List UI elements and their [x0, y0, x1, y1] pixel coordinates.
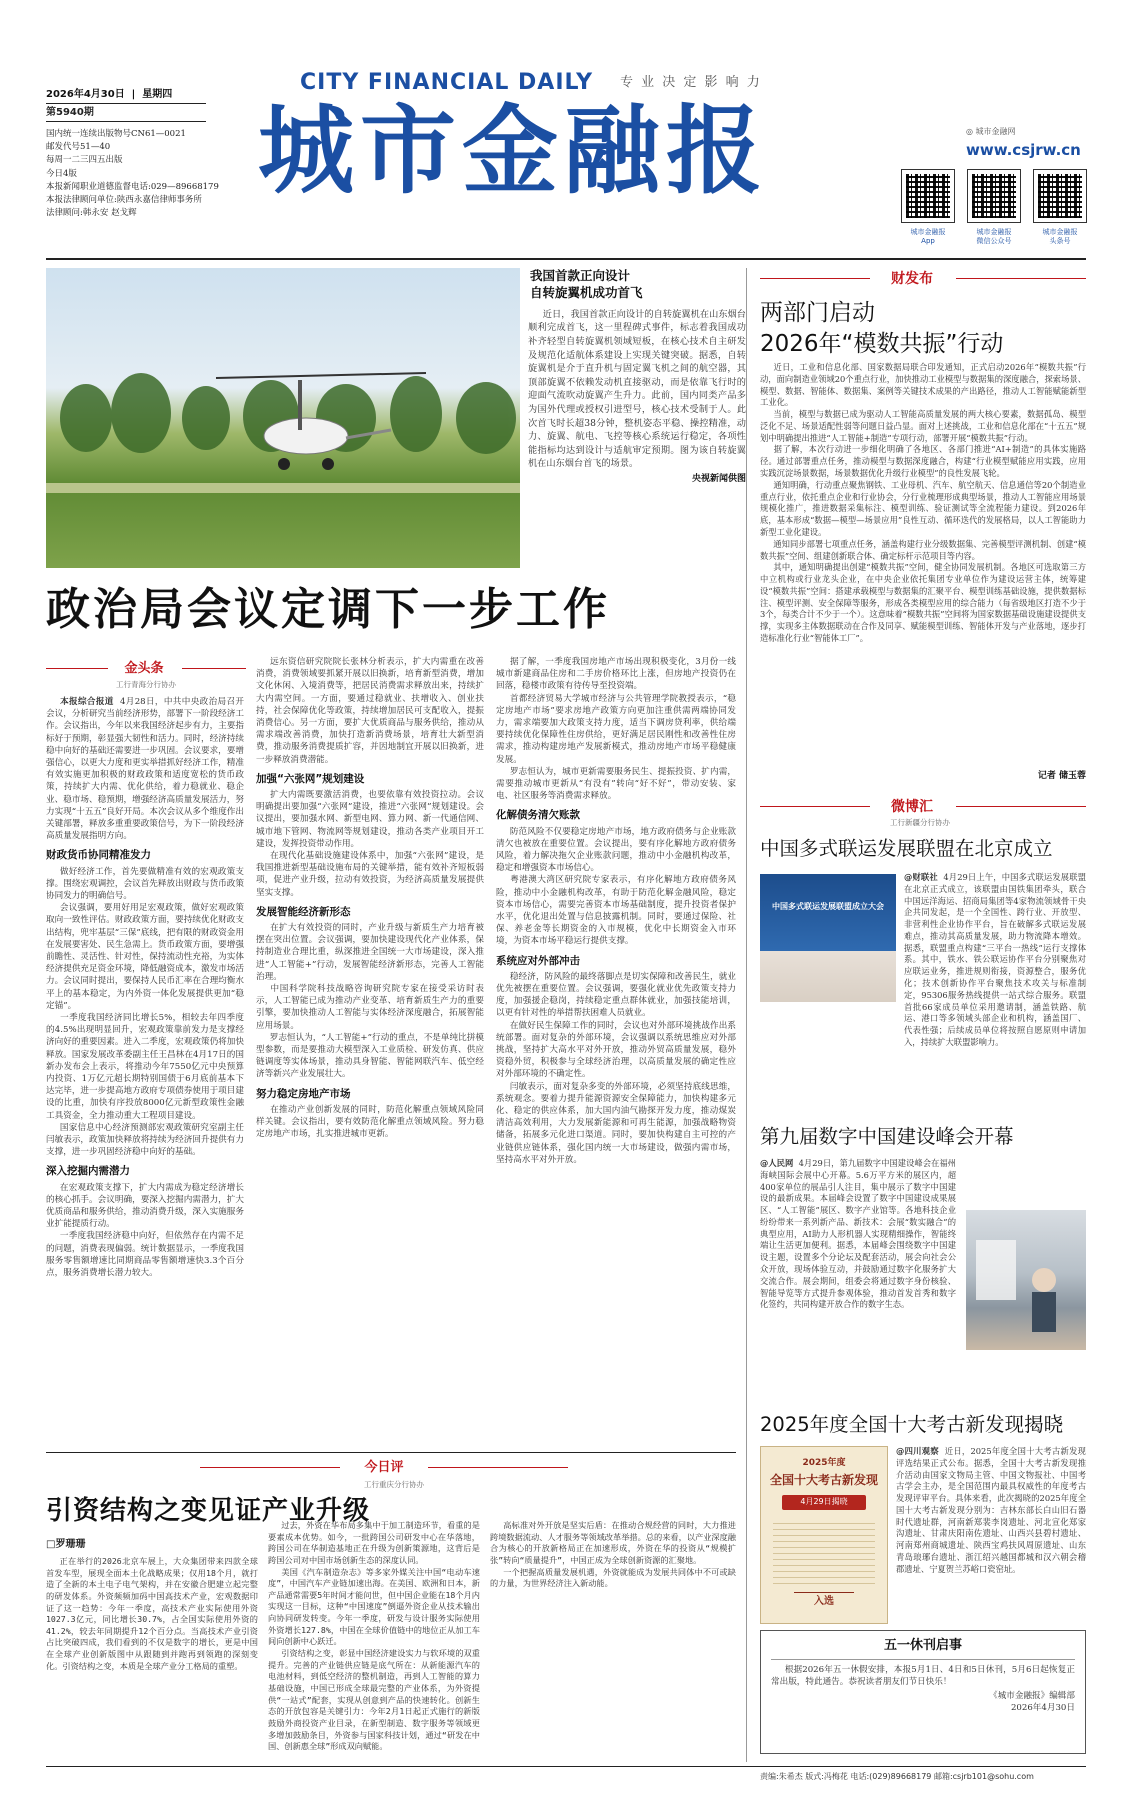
article-body [760, 362, 1086, 788]
qr-caption: 城市金融报 头条号 [1042, 228, 1078, 245]
section-finance-release: 财发布 [891, 271, 933, 287]
qr-caption: 城市金融报 App [910, 228, 946, 245]
poster-list-lines [773, 1518, 875, 1588]
lead-paragraph: 一季度我国经济同比增长5%，相较去年四季度的4.5%出现明显回升，宏观政策靠前发力是支撑经济向好的重要因素。进入二季度，宏观政策仍将加快释放。国家发展改革委副主任王昌林在4月17日的国新办发布会上表示，将推动今年7550亿元中央预算内投资、1万亿元超长期特别国债于6月底前基本下达完毕，进一步提高地方政府专项债券使用于项目建设的比重，加快有序投放8000亿元新型政策性金融工具资金，全力推动重大工程项目建设。 [46, 1013, 244, 1121]
lead-subhead: 系统应对外部冲击 [496, 954, 580, 967]
footer-credits: 责编:朱希杰 版式:冯梅花 电话:(029)89668179 邮箱:csjrb101@sohu.com [760, 1772, 1034, 1781]
issue-date: 2026年4月30日 | 星期四 [46, 89, 173, 100]
poster-year: 2025年度 [802, 1458, 846, 1468]
article-headline: 2025年度全国十大考古新发现揭晓 [760, 1413, 1064, 1436]
comment-column-1 [46, 1556, 258, 1762]
article-headline: 第九届数字中国建设峰会开幕 [760, 1125, 1014, 1148]
article-paragraph: 近日，工业和信息化部、国家数据局联合印发通知，正式启动2026年“模数共振”行动，面向制造业领域20个重点行业，加快推动工业模型与数据集的深度融合，探索场景、模型、数据、智能体、数据集、案例等关键技术成果的产出路径，推动人工智能赋能新型工业化。 [760, 362, 1086, 408]
poster-selected-label: 入选 [794, 1592, 854, 1609]
lead-paragraph: 中国科学院科技战略咨询研究院专家在接受采访时表示，人工智能已成为推动产业变革、培育新质生产力的重要引擎，要加快推动人工智能与实体经济深度融合，拓展智能应用场景。 [256, 984, 484, 1031]
issue-number: 第5940期 [46, 107, 94, 118]
summit-illustration [966, 1210, 1086, 1350]
comment-paragraph: 美国《汽车制造杂志》等多家外媒关注中国“电动车速度”，中国汽车产业链加速出海。在美国、欧洲和日本，新产品通常需要5年时间才能问世，但中国企业能在18个月内实现这一目标，这种“中国速度”倒逼外资企业从技术输出向协同研发转变。今年一季度，研发与设计服务实际使用外资增长127.8%，中国在全球价值链中的地位正从加工车间向创新中心跃迁。 [268, 1566, 480, 1647]
article-headline: 两部门启动 2026年“模数共振”行动 [760, 300, 1004, 358]
lead-subhead: 努力稳定房地产市场 [256, 1087, 351, 1100]
weibo-text: @财联社 4月29日上午，中国多式联运发展联盟在北京正式成立，该联盟由国铁集团牵头，联合中国远洋海运、招商局集团等4家物流领域骨干央企共同发起，是一个全国性、跨行业、开放型、非营利性企业协作平台，旨在破解多式联运发展难点，推动其高质量发展，助力物流降本增效。据悉，联盟重点构建“三平台一热线”运行支撑体系。其中，铁水、铁公联运协作平台分别聚焦对应联运业务，推进规则衔接，资源整合，服务优化；技术创新协作平台聚焦技术攻关与标准制定，95306服务热线提供一站式综合服务。联盟首批66家成员单位采用邀请制，涵盖铁路、航运、港口等多领域头部企业和机构，涵盖国厂、代表性强；后续成员单位将按照自愿原则申请加入，持续扩大联盟影响力。 [904, 872, 1086, 1047]
masthead-title: 城市金融报 [258, 95, 768, 207]
weibo-text: @人民网 4月29日，第九届数字中国建设峰会在福州海峡国际会展中心开幕。5.6万平方米的展区内，超400家单位的展品引人注目，集中展示了数字中国建设的最新成果。本届峰会设置了数字中国建设成果展区、“人工智能”展区、数字产业馆等。各地科技企业纷纷带来一系列新产品、新技术：会展“数实融合”的典型应用，AI助力人形机器人实现精细操作，智能终端让生活更加便利。据悉，本届峰会围绕数字中国建设主题，设置多个分论坛及配套活动，展会向社会公众开放，现场体验互动，并鼓励通过数字化服务扩大交流合作。展会期间，组委会将通过数字身份核验、智能导览等方式提升参观体验，推动首发首秀和数字化签约，共同构建开放合作的数字生态。 [760, 1158, 956, 1310]
kicker-line [760, 278, 870, 279]
kicker-line [46, 668, 108, 669]
lead-paragraph: 扩大内需既要激活消费，也要依靠有效投资拉动。会议明确提出要加强“六张网”建设，推进“六张网”规划建设。会议提出，要加强水网、新型电网、算力网、新一代通信网、城市地下管网、物流网等规划建设，推动各类产业项目开工建设，发挥投资带动作用。 [256, 790, 484, 849]
weibo-item-2 [760, 1158, 956, 1402]
divider [771, 1659, 1075, 1660]
notice-title: 五一休刊启事 [883, 1638, 962, 1653]
schedule: 每周一二三四五出版 [46, 155, 123, 166]
english-title: CITY FINANCIAL DAILY [300, 70, 594, 95]
poster-title: 全国十大考古新发现 [769, 1473, 878, 1488]
aircraft-illustration [46, 268, 520, 568]
legal-firm: 本报法律顾问单位:陕西永嘉信律师事务所 [46, 194, 202, 205]
kicker-line [956, 278, 1086, 279]
lead-paragraph: 会议强调，要用好用足宏观政策，做好宏观政策取向一致性评估。财政政策方面，要持续优化财政支出结构，兜牢基层“三保”底线，把有限的财政资金用在发展要害处、民生急需上。货币政策方面，要增强前瞻性、灵活性、针对性，保持流动性充裕，为实体经济提供充足资金环境，降低融资成本，激发市场活力。会议同时提出，要保持人民币汇率在合理均衡水平上的基本稳定，为内外资一体化发展提供更加“稳定锚”。 [46, 903, 244, 1011]
qr-caption: 城市金融报 微信公众号 [976, 228, 1012, 245]
lead-paragraph: 在做好民生保障工作的同时，会议也对外部环境挑战作出系统部署。面对复杂的外部环境，会议强调以系统思维应对外部挑战，坚持扩大高水平对外开放，推动外贸高质量发展，稳外资稳外贸，积极参与全球经济治理，以高质量发展的确定性应对外部环境的不确定性。 [496, 1020, 736, 1080]
notice-body: 根据2026年五一休假安排，本报5月1日、4日和5日休刊，5月6日起恢复正常出版，特此通告。恭祝读者朋友们节日快乐！ [771, 1664, 1075, 1687]
website-url[interactable]: www.csjrw.cn [966, 141, 1081, 159]
site-label: ◎ 城市金融网 [966, 127, 1016, 136]
comment-paragraph: 一个把握高质量发展机遇，外资就能成为发展共同体中不可或缺的力量，为世界经济注入新动能。 [490, 1566, 736, 1589]
lead-paragraph: 一季度我国经济稳中向好，但依然存在内需不足的问题，消费表现偏弱。统计数据显示，一季度我国服务零售额增速比同期商品零售额增速快3.3个百分点，服务消费增长潜力较大。 [46, 1231, 244, 1279]
publication-info [46, 128, 246, 220]
article-paragraph: 据了解，本次行动进一步细化明确了各地区、各部门推进“AI+制造”的具体实施路径。通过部署重点任务，推动模型与数据深度融合，构建“行业模型赋能应用实践，应用实践沉淀场景数据，场景数据优化升级行业模型”的良性发展飞轮。 [760, 444, 1086, 479]
column-divider [746, 268, 747, 1762]
kicker-line [200, 1467, 340, 1468]
kicker-line [760, 806, 870, 807]
photo-banner: 中国多式联运发展联盟成立大会 [772, 902, 884, 911]
kicker-line [956, 806, 1086, 807]
lead-column-2 [256, 656, 484, 1444]
article-paragraph: 通知同步部署七项重点任务，涵盖构建行业分级数据集、完善模型评测机制、创建“模数共振”空间、组建创新联合体、确定标杆示范项目等内容。 [760, 538, 1086, 561]
comment-paragraph: 过去，外资在华布局多集中于加工制造环节，看重的是要素成本优势。如今，一批跨国公司研发中心在华落地，跨国公司在华制造基地正在升级为创新策源地，这背后是跨国公司对中国市场创新生态的深度认同。 [268, 1520, 480, 1565]
lead-paragraph: 国家信息中心经济预测部宏观政策研究室副主任闫敏表示，政策加快释放将持续为经济回升提供有力支撑，进一步巩固经济稳中向好的基础。 [46, 1122, 244, 1158]
lead-subhead: 财政货币协同精准发力 [46, 849, 151, 862]
lead-paragraph: 粤港澳大湾区研究院专家表示，有序化解地方政府债务风险，推动中小金融机构改革，有助于防范化解金融风险，稳定资本市场信心，需要完善资本市场基础制度，提升投资者保护水平，优化退出处置与信息披露机制。同时，要通过保险、社保、养老金等长期资金的入市规模，优化中长期资金入市环境，为资本市场平稳运行提供支撑。 [496, 875, 736, 947]
article-paragraph: 当前，模型与数据已成为驱动人工智能高质量发展的两大核心要素，数据孤岛、模型泛化不足、场景适配性弱等问题日益凸显。面对上述挑战，工业和信息化部在“十五五”规划中明确提出推进“人工智能+制造”专项行动，部署开展“模数共振”行动。 [760, 409, 1086, 443]
aircraft-photo [46, 268, 520, 568]
comment-paragraph: 引资结构之变，彰显中国经济建设实力与软环境的双重提升。完善的产业链供应链是底气所在：从新能源汽车的电池材料，到低空经济的整机制造，再到人工智能的算力基础设施，中国已形成全球最完整的产业体系，为外资提供“一站式”配套，实现从创意到产品的快速转化。创新生态的开放包容是关键引力：今年2月1日起正式施行的新版鼓励外商投资产业目录，在新型制造、数字服务等领域更多增加鼓励条目，外资参与国家科技计划，通过“研发在中国、创新惠全球”形成双向赋能。 [268, 1648, 480, 1752]
divider [46, 1452, 736, 1453]
qr-code-toutiao[interactable] [1034, 170, 1086, 222]
summit-photo [966, 1210, 1086, 1350]
hotline: 本报新闻职业道德监督电话:029—89668179 [46, 181, 219, 192]
photo-caption: 近日，我国首款正向设计的自转旋翼机在山东烟台顺利完成首飞，这一里程碑式事件，标志着我国成功补齐轻型自转旋翼机领域短板，在核心技术自主研发及规范化适航体系建设上实现关键突破。据悉，自转旋翼机是介于直升机与固定翼飞机之间的航空器，其顶部旋翼不依赖发动机直接驱动，而是依靠飞行时的迎面气流吹动旋翼产生升力。此前，国内同类产品多为国外代理或授权引进型号，核心技术受制于人。此次首飞时长超38分钟，整机姿态平稳、操控精准，动力、旋翼、航电、飞控等核心系统运行稳定，各项性能指标均达到设计与适航审定预期。图为该自转旋翼机在山东烟台首飞的场景。 [528, 308, 746, 470]
lead-paragraph: 防范风险不仅要稳定房地产市场，地方政府债务与企业账款清欠也被放在重要位置。会议提出，要有序化解地方政府债务风险，着力解决拖欠企业账款问题，推动中小金融机构改革，稳定和增强资本市场信心。 [496, 826, 736, 874]
lead-paragraph: 罗志恒认为，城市更新需要服务民生、提振投资、扩内需，需要推动城市更新从“有没有”转向“好不好”，带动安装、家电、社区服务等消费需求释放。 [496, 766, 736, 802]
comment-column-3 [490, 1520, 736, 1762]
lead-subhead: 加强“六张网”规划建设 [256, 772, 365, 785]
comment-author: □罗珊珊 [46, 1539, 86, 1550]
lead-paragraph: 做好经济工作，首先要做精准有效的宏观政策支撑。围绕宏观调控，会议首先释放出财政与货币政策协同发力的明确信号。 [46, 866, 244, 902]
photo-credit: 央视新闻供图 [691, 474, 746, 485]
post-code: 邮发代号51—40 [46, 142, 111, 153]
kicker-today-comment: 今日评 [364, 1460, 404, 1475]
lead-subhead: 化解债务清欠账款 [496, 809, 580, 822]
kicker-gold-headline: 金头条 [124, 661, 164, 676]
lead-paragraph: 据了解，一季度我国房地产市场出现积极变化，3月份一线城市新建商品住房和二手房价格环比上涨，但房地产投资仍在回落，稳楼市政策有待传导至投资端。 [496, 657, 736, 692]
divider [46, 103, 206, 104]
alliance-photo [760, 874, 896, 1002]
lead-paragraph: 在宏观政策支撑下，扩大内需成为稳定经济增长的核心抓手。会议明确，要深入挖掘内需潜力，扩大优质商品和服务供给，推动消费升级，深入实施服务业扩能提质行动。 [46, 1182, 244, 1230]
legal-advisers: 法律顾问:韩永安 赵戈辉 [46, 208, 137, 219]
lead-column-1 [46, 696, 244, 1444]
lead-column-3 [496, 656, 736, 1444]
footer-rule [46, 1766, 1086, 1767]
section-weibo-digest: 微博汇 [891, 799, 933, 815]
lead-paragraph: 在现代化基础设施建设体系中，加强“六张网”建设，是我国推进新型基础设施布局的关键举措，能有效补齐短板弱项，促进产业升级，拉动有效投资，为经济高质量发展提供坚实支撑。 [256, 851, 484, 898]
photo-headline: 我国首款正向设计 自转旋翼机成功首飞 [530, 268, 643, 300]
weibo-text: @四川观察 近日，2025年度全国十大考古新发现评选结果正式公布。据悉，全国十大考古新发现推介活动由国家文物局主管、中国文物报社、中国考古学会主办，是全国范围内最具权威性的年度考古发现评审平台。具体来看，此次揭晓的2025年度全国十大考古新发现分别为：吉林东部长白山旧石器时代遗址群，河南新郑裴李岗遗址、河北宣化郑家沟遗址、甘肃庆阳南佐遗址、山西兴县碧村遗址、河南郑州商城遗址、陕西宝鸡扶风周原遗址、山东青岛琅琊台遗址、浙江绍兴越国都城和汉六朝会稽郡遗址、宁夏贺兰苏峪口瓷窑址。 [896, 1446, 1086, 1574]
lead-headline: 政治局会议定调下一步工作 [46, 584, 610, 635]
qr-code-app[interactable] [902, 170, 954, 222]
kicker-line [428, 1467, 568, 1468]
poster-date-badge: 4月29日揭晓 [782, 1495, 866, 1510]
lead-paragraph: 在推动产业创新发展的同时，防范化解重点领域风险同样关键。会议指出，要有效防范化解重点领域风险。努力稳定房地产市场，扎实推进城市更新。 [256, 1104, 484, 1140]
kicker-sponsor: 工行青海分行协办 [116, 680, 176, 689]
archaeology-poster [760, 1446, 888, 1624]
page-count: 今日4版 [46, 168, 77, 179]
lead-paragraph: 远东资信研究院院长张林分析表示，扩大内需重在改善消费，消费领域要抓紧开展以旧换新，培育新型消费，增加文化休闲、入境消费等，把居民消费需求释放出来，持续扩大内需空间。一方面，要通过稳就业、扶增收入、创业扶持，社会保障优化等政策，持续增加居民可支配收入，提振消费信心。另一方面，要扩大优质商品与服务供给，推动从需求端改善消费，加快打造新消费场景，培育壮大新型消费，推动服务消费提质扩容，并因地制宜开展以旧换新，进一步释放消费潜能。 [256, 657, 484, 765]
section-sponsor: 工行新疆分行协办 [890, 818, 950, 827]
lead-paragraph: 罗志恒认为，“人工智能+”行动的重点，不是单纯比拼模型参数，而是要推动大模型深入工业质检、研发仿真、供应链调度等实体场景，推动具身智能、智能网联汽车、低空经济等新兴产业发展壮大。 [256, 1032, 484, 1080]
slogan: 专 业 决 定 影 响 力 [620, 75, 762, 90]
cn-number: 国内统一连续出版物号CN61—0021 [46, 129, 186, 139]
divider [46, 121, 206, 122]
lead-paragraph: 稳经济，防风险的最终落脚点是切实保障和改善民生，就业优先被摆在重要位置。会议强调，要强化就业优先政策支持力度，加强援企稳岗，持续稳定重点群体就业，加强技能培训，以更有针对性的举措帮扶困难人员就业。 [496, 971, 736, 1019]
photo-caption-box [528, 268, 746, 568]
weibo-item-1 [904, 872, 1086, 1110]
lead-subhead: 深入挖掘内需潜力 [46, 1165, 130, 1178]
masthead-rule [46, 258, 1086, 260]
kicker-sponsor: 工行重庆分行协办 [364, 1480, 424, 1489]
comment-paragraph: 正在举行的2026北京车展上，大众集团带来四款全球首发车型，展现全面本土化战略成果；仅用18个月，就打造了全新的本土电子电气架构，并在安徽合肥建立起完整的研发体系。外资频频加码中国高技术产业，宏观数据印证了这一趋势：今年一季度，高技术产业实际使用外资1027.3亿元，同比增长30.7%，占全国实际使用外资的41.2%，较去年同期提升12个百分点。当高技术产业引资占比突破四成，我们看到的不仅是数字的增长，更是中国在全球产业创新版图中从跟随到并跑再到领跑的深刻变化。引资结构之变，本质是全球产业分工格局的重塑。 [46, 1556, 258, 1671]
article-paragraph: 通知明确，行动重点聚焦钢铁、工业母机、汽车、航空航天、信息通信等20个制造业重点行业，依托重点企业和行业协会，分行业梳理形成典型场景，推动人工智能应用场景规模化推广，推进数据采集标注、模型训练、验证测试等全流程能力建设。到2026年底，基本形成“数据—模型—场景应用”良性互动、循环迭代的发展格局，以人工智能助力新型工业化建设。 [760, 479, 1086, 537]
reporter-credit: 记者 储玉蓉 [1037, 771, 1086, 781]
article-paragraph: 其中，通知明确提出创建“模数共振”空间，健全协同发展机制。各地区可选取第三方中立机构或行业龙头企业，在中央企业依托集团专业单位作为建设运营主体，统筹建设“模数共振”空间：搭建承载模型与数据集的汇聚平台、模型训练基础设施，提供数据标注、模型评测、安全保障等服务，形成各类模型应用的综合能力（每省级地区打造不少于3个，每类合计不少于一个）。这意味着“模数共振”空间将为国家数据基础设施建设提供支撑，实现多主体数据联动在合作及同享、赋能模型训练、智能体开发与产业落地，逐步打造标准化行业“智能体工厂”。 [760, 562, 1086, 643]
lead-paragraph: 在扩大有效投资的同时，产业升级与新质生产力培育被摆在突出位置。会议强调，要加快建设现代化产业体系，保持制造业合理比重，纵深推进全国统一大市场建设，深入推进“人工智能+”行动，发展智能经济新形态，完善人工智能治理。 [256, 923, 484, 982]
article-headline: 中国多式联运发展联盟在北京成立 [760, 837, 1053, 860]
comment-paragraph: 高标准对外开放是坚实后盾：在推动合规经营的同时，大力推进跨境数据流动、人才服务等领域改革举措。总的来看，以产业深度融合为核心的开放新格局正在加速形成，外资在华的投资从“规模扩张”转向“质量提升”，中国正成为全球创新资源的汇聚地。 [490, 1520, 736, 1565]
lead-intro: 本报综合报道 4月28日，中共中央政治局召开会议，分析研究当前经济形势，部署下一阶段经济工作。会议指出，今年以来我国经济起步有力，主要指标好于预期，彰显强大韧性和活力。同时，经济持续稳中向好的基础还需要进一步巩固。会议要求，要增强信心，以更大力度和更实举措抓好经济工作，精准有效实施更加积极的财政政策和适度宽松的货币政策，持续扩大内需、优化供给，着力稳就业、稳企业、稳市场、稳预期，增强经济高质量发展活力，努力实现“十五五”良好开局。本次会议从多个维度作出关键部署，释放多重重要政策信号，为下一阶段经济高质量发展指明方向。 [46, 697, 244, 842]
weibo-item-3 [896, 1446, 1086, 1624]
notice-signature: 《城市金融报》编辑部 2026年4月30日 [989, 1690, 1075, 1714]
qr-code-wechat[interactable] [968, 170, 1020, 222]
lead-paragraph: 首都经济贸易大学城市经济与公共管理学院教授表示，“稳定房地产市场”要求房地产政策方向更加注重供需两端协同发力，需求端要加大政策支持力度，适当下调房贷利率，供给端要持续优化保障性住房供给，更好满足居民刚性和改善性住房需求，推动构建房地产发展新模式，推动房地产市场平稳健康发展。 [496, 693, 736, 765]
comment-headline: 引资结构之变见证产业升级 [46, 1496, 371, 1526]
lead-subhead: 发展智能经济新形态 [256, 905, 351, 918]
kicker-line [182, 668, 246, 669]
globe-icon: ◎ [966, 127, 973, 136]
lead-paragraph: 闫敏表示，面对复杂多变的外部环境，必须坚持底线思维，系统观念。要着力提升能源资源安全保障能力，加快构建多元化、稳定的供应体系，加大国内油气勘探开发力度，推动煤炭清洁高效利用，大力发展新能源和可再生能源，加强战略物资储备，拓展多元化进口渠道。同时，要加快构建自主可控的产业链供应链体系，强化国内统一大市场建设，做强内需市场，坚持高水平对外开放。 [496, 1081, 736, 1165]
holiday-notice [760, 1630, 1086, 1754]
comment-column-2 [268, 1520, 480, 1762]
